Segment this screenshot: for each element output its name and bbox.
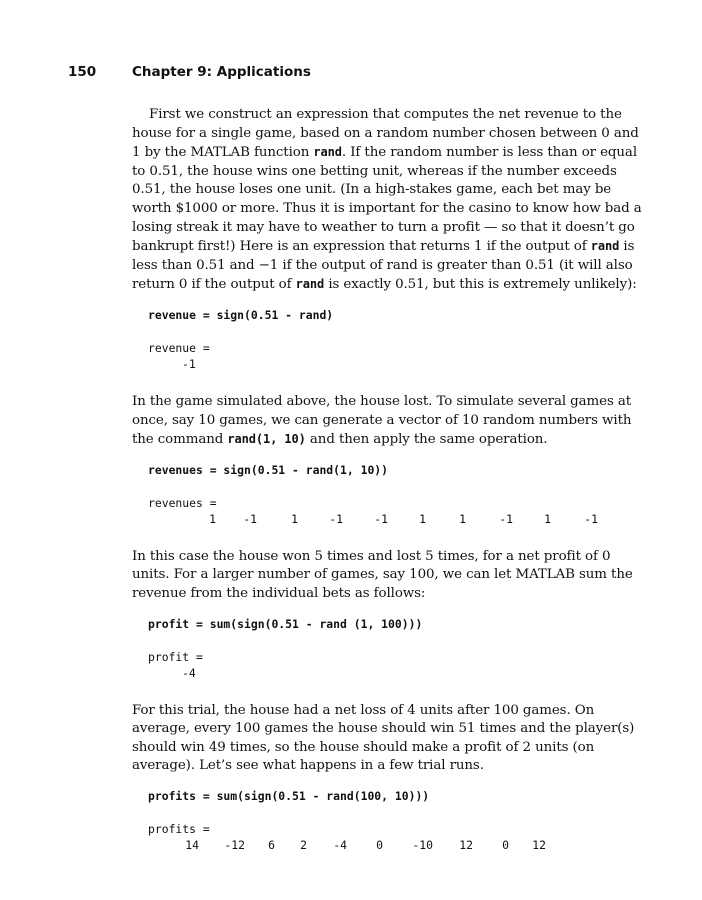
output-label-revenues: revenues = [148, 495, 217, 510]
output-value: -1 [243, 511, 257, 526]
text-span: is exactly 0.51, but this is extremely unlikely): [324, 277, 637, 293]
text-span: In the game simulated above, the house lost. To simulate several games at once, say 10 games, we can generate a vector of 10 random numbers with the command [132, 393, 632, 448]
output-value: -4 [182, 665, 196, 680]
output-value: -1 [374, 511, 388, 526]
output-value: 1 [291, 511, 298, 526]
output-value: -1 [329, 511, 343, 526]
page-body [132, 106, 646, 853]
text-span: and then apply the same operation. [305, 432, 548, 448]
output-value: 12 [459, 837, 473, 852]
output-value: -4 [333, 837, 347, 852]
output-label-profit: profit = [148, 649, 203, 664]
text-span: . If the random number is less than or equal to 0.51, the house wins one betting unit, whereas if the number exceeds 0.51, the house loses one unit. (In a high-stakes game, each bet may be worth $1000 or more. Thus it is important for the casino to know how bad a losing streak it may have to weather to turn a profit — so that it doesn’t go bankrupt first!) Here is an expression that returns 1 if the output of [132, 145, 642, 255]
output-values-profit [132, 665, 646, 681]
output-values-revenues [132, 511, 646, 527]
output-values-profits [132, 837, 646, 853]
paragraph-intro [132, 106, 646, 295]
text-span: For this trial, the house had a net loss of 4 units after 100 games. On average, every 100 games the house should win 51 times and the player(s) should win 49 times, so the house should make a profit of 2 units (on average). Let’s see what happens in a few trial runs. [132, 702, 635, 774]
output-value: 1 [459, 511, 466, 526]
output-label-revenue: revenue = [148, 340, 210, 355]
paragraph-larger-number [132, 548, 646, 604]
output-value: 14 [185, 837, 199, 852]
inline-code: rand [295, 277, 325, 292]
output-value: 1 [544, 511, 551, 526]
output-value: -1 [584, 511, 598, 526]
text-span: In this case the house won 5 times and lost 5 times, for a net profit of 0 units. For a larger number of games, say 100, we can let MATLAB sum the revenue from the individual bets as follows: [132, 548, 633, 601]
code-command-profits: profits = sum(sign(0.51 - rand(100, 10))) [148, 788, 430, 803]
output-value: 1 [209, 511, 216, 526]
code-command-profit: profit = sum(sign(0.51 - rand (1, 100))) [148, 616, 423, 631]
paragraph-trial-runs [132, 702, 646, 776]
code-command-revenues: revenues = sign(0.51 - rand(1, 10)) [148, 462, 389, 477]
chapter-title: Chapter 9: Applications [132, 64, 311, 80]
inline-code: rand [590, 239, 620, 254]
output-value: 6 [268, 837, 275, 852]
output-values-revenue [132, 356, 646, 372]
text-span: First we construct an expression that computes the net revenue to the house for a single game, based on a random number chosen between 0 and 1 by the MATLAB function [132, 107, 639, 161]
output-value: -1 [499, 511, 513, 526]
page-number: 150 [68, 64, 97, 80]
output-value: 2 [300, 837, 307, 852]
paragraph-several-games [132, 393, 646, 450]
output-value: 0 [502, 837, 509, 852]
output-value: -1 [182, 356, 196, 371]
output-label-profits: profits = [148, 821, 210, 836]
output-value: 1 [419, 511, 426, 526]
inline-code: rand(1, 10) [227, 432, 306, 447]
text-span: is less than 0.51 and −1 if the output of rand is greater than 0.51 (it will also return 0 if the output of [132, 239, 635, 293]
page-header [68, 64, 648, 82]
output-value: -10 [412, 837, 433, 852]
inline-code: rand [313, 145, 342, 160]
output-value: 0 [376, 837, 383, 852]
output-value: -12 [224, 837, 245, 852]
output-value: 12 [532, 837, 546, 852]
code-command-revenue: revenue = sign(0.51 - rand) [148, 307, 334, 322]
